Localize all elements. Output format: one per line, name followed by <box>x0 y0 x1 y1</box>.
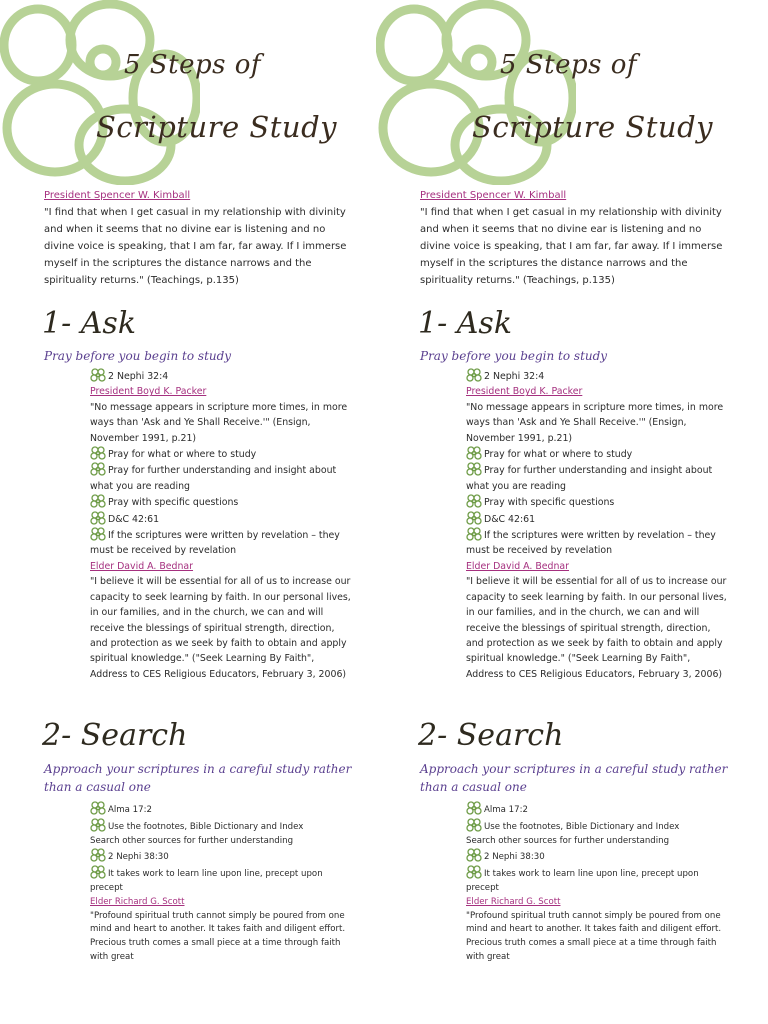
list-item-text: Pray for further understanding and insight about what you are reading <box>466 465 713 492</box>
quote-text: "Profound spiritual truth cannot simply be poured from one mind and heart to another. It takes faith and diligent effort. Precious truth comes a small piece at a time through faith with great <box>90 910 346 962</box>
list-item <box>90 494 352 510</box>
flower-bullet-icon <box>90 848 106 862</box>
list-item-text: Alma 17:2 <box>484 805 528 815</box>
bookmark-right <box>376 0 760 1024</box>
step1-subtitle: Pray before you begin to study <box>44 349 232 363</box>
list-item-text: Use the footnotes, Bible Dictionary and Index <box>108 821 304 832</box>
step2-list <box>90 801 352 965</box>
flower-bullet-icon <box>466 368 482 382</box>
list-item-text: Alma 17:2 <box>108 805 152 815</box>
intro-quote <box>420 187 730 289</box>
list-item-text: Pray for what or where to study <box>484 449 633 461</box>
list-item-text: D&C 42:61 <box>484 513 536 525</box>
list-item-text: Use the footnotes, Bible Dictionary and Index <box>484 821 680 832</box>
list-item <box>466 494 728 510</box>
list-item <box>466 462 728 494</box>
quote-author[interactable]: Elder David A. Bednar <box>90 560 194 572</box>
list-item <box>466 801 728 818</box>
quote-text: "No message appears in scripture more times, in more ways than 'Ask and Ye Shall Receive.'" (Ensign, November 1991, p.21) <box>90 401 348 444</box>
intro-name[interactable]: President Spencer W. Kimball <box>44 190 191 201</box>
intro-quote <box>44 187 354 289</box>
list-item-text: Pray with specific questions <box>108 497 239 509</box>
note-text: Search other sources for further understanding <box>466 835 670 846</box>
list-item <box>90 801 352 818</box>
flower-bullet-icon <box>90 511 106 525</box>
quote-author[interactable]: President Boyd K. Packer <box>466 386 583 398</box>
flower-bullet-icon <box>90 527 106 541</box>
step1-heading: 1- Ask <box>42 306 136 341</box>
quote-author[interactable]: Elder Richard G. Scott <box>466 896 561 907</box>
step2-heading: 2- Search <box>418 718 564 753</box>
flower-bullet-icon <box>466 511 482 525</box>
quote-author[interactable]: Elder David A. Bednar <box>466 560 570 572</box>
quote-author[interactable]: President Boyd K. Packer <box>90 386 207 398</box>
flower-bullet-icon <box>466 865 482 879</box>
list-item-text: 2 Nephi 32:4 <box>484 371 545 382</box>
step2-subtitle: Approach your scriptures in a careful study rather than a casual one <box>44 762 352 794</box>
step1-heading: 1- Ask <box>418 306 512 341</box>
title-line1: 5 Steps of <box>500 50 637 80</box>
list-item-text: 2 Nephi 32:4 <box>108 371 169 382</box>
flower-bullet-icon <box>90 818 106 832</box>
flower-bullet-icon <box>466 848 482 862</box>
list-item <box>466 865 728 896</box>
title-line2: Scripture Study <box>472 110 714 144</box>
step2-list <box>466 801 728 965</box>
flower-bullet-icon <box>90 462 106 476</box>
flower-bullet-icon <box>466 462 482 476</box>
note-text: Search other sources for further understanding <box>90 835 294 846</box>
list-item <box>90 865 352 896</box>
flower-decoration-icon <box>376 0 576 185</box>
step1-list <box>466 368 728 682</box>
flower-bullet-icon <box>90 494 106 508</box>
quote-author[interactable]: Elder Richard G. Scott <box>90 896 185 907</box>
list-item <box>466 527 728 559</box>
list-item <box>90 848 352 865</box>
list-item <box>90 462 352 494</box>
flower-decoration-icon <box>0 0 200 185</box>
list-item-text: If the scriptures were written by revelation – they must be received by revelation <box>466 530 716 557</box>
flower-bullet-icon <box>466 446 482 460</box>
list-item <box>90 818 352 835</box>
title-line1: 5 Steps of <box>124 50 261 80</box>
title-line2: Scripture Study <box>96 110 338 144</box>
intro-quote-text: "I find that when I get casual in my relationship with divinity and when it seems that no divine ear is listening and no divine voice is speaking, that I am far, far away. If I immerse myself in the scriptures the distance narrows and the spirituality returns." (Teachings, p.135) <box>44 207 347 286</box>
list-item-text: 2 Nephi 38:30 <box>108 852 169 863</box>
flower-bullet-icon <box>466 494 482 508</box>
list-item <box>90 527 352 559</box>
flower-bullet-icon <box>90 865 106 879</box>
intro-name[interactable]: President Spencer W. Kimball <box>420 190 567 201</box>
list-item-text: It takes work to learn line upon line, precept upon precept <box>466 869 699 893</box>
list-item <box>90 446 352 462</box>
list-item <box>466 446 728 462</box>
list-item <box>90 368 352 384</box>
flower-bullet-icon <box>466 818 482 832</box>
quote-text: "I believe it will be essential for all of us to increase our capacity to seek learning by faith. In our personal lives, in our families, and in the church, we can and will receive the blessings of spiritual strength, direction, and protection as we seek by faith to obtain and apply spiritual knowledge." ("Seek Learning By Faith", Address to CES Religious Educators, February 3, 2006) <box>466 576 727 680</box>
list-item <box>90 511 352 527</box>
list-item <box>466 511 728 527</box>
flower-bullet-icon <box>466 801 482 815</box>
flower-bullet-icon <box>90 801 106 815</box>
step2-subtitle: Approach your scriptures in a careful study rather than a casual one <box>420 762 728 794</box>
flower-bullet-icon <box>90 446 106 460</box>
quote-text: "Profound spiritual truth cannot simply be poured from one mind and heart to another. It takes faith and diligent effort. Precious truth comes a small piece at a time through faith with great <box>466 910 722 962</box>
list-item-text: Pray for what or where to study <box>108 449 257 461</box>
list-item-text: Pray for further understanding and insight about what you are reading <box>90 465 337 492</box>
step1-list <box>90 368 352 682</box>
step2-heading: 2- Search <box>42 718 188 753</box>
list-item-text: If the scriptures were written by revelation – they must be received by revelation <box>90 530 340 557</box>
list-item-text: D&C 42:61 <box>108 513 160 525</box>
list-item <box>466 368 728 384</box>
flower-bullet-icon <box>90 368 106 382</box>
quote-text: "I believe it will be essential for all of us to increase our capacity to seek learning by faith. In our personal lives, in our families, and in the church, we can and will receive the blessings of spiritual strength, direction, and protection as we seek by faith to obtain and apply spiritual knowledge." ("Seek Learning By Faith", Address to CES Religious Educators, February 3, 2006) <box>90 576 351 680</box>
list-item <box>466 848 728 865</box>
list-item-text: Pray with specific questions <box>484 497 615 509</box>
intro-quote-text: "I find that when I get casual in my relationship with divinity and when it seems that no divine ear is listening and no divine voice is speaking, that I am far, far away. If I immerse myself in the scriptures the distance narrows and the spirituality returns." (Teachings, p.135) <box>420 207 723 286</box>
quote-text: "No message appears in scripture more times, in more ways than 'Ask and Ye Shall Receive.'" (Ensign, November 1991, p.21) <box>466 401 724 444</box>
flower-bullet-icon <box>466 527 482 541</box>
list-item-text: It takes work to learn line upon line, precept upon precept <box>90 869 323 893</box>
list-item <box>466 818 728 835</box>
step1-subtitle: Pray before you begin to study <box>420 349 608 363</box>
list-item-text: 2 Nephi 38:30 <box>484 852 545 863</box>
